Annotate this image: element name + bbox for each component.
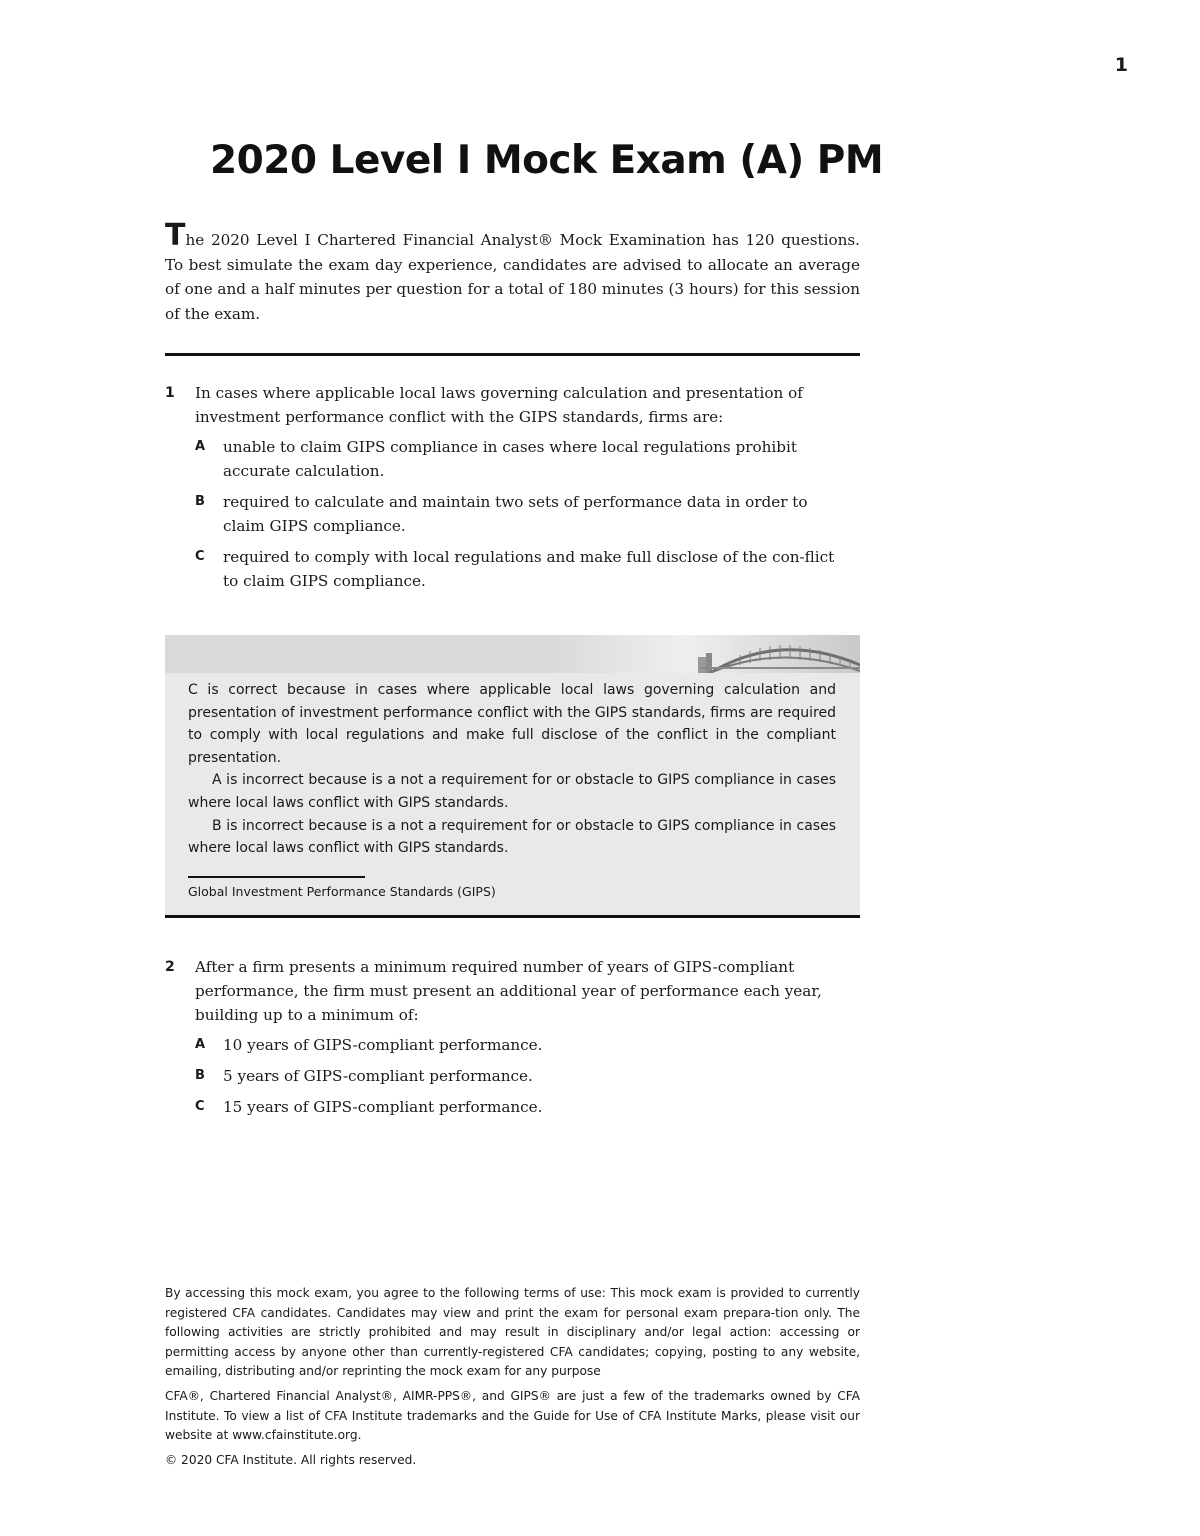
terms-of-use: By accessing this mock exam, you agree to the following terms of use: This mock exam is provided to currently registered CFA candidates. Candidates may view and print the exam for personal exam prepara-tion only. The following activities are strictly prohibited and may result in disciplinary and/or legal action: accessing or permitting access by anyone other than currently-registered CFA candidates; copying, posting to any website, emailing, distributing and/or reprinting the mock exam for any purpose	[165, 1286, 860, 1379]
option-c	[195, 1095, 860, 1119]
answer-paragraph: C is correct because in cases where applicable local laws governing calculation and presentation of investment performance conflict with the GIPS standards, firms are required to comply with local regulations and make full disclose of the conflict in the compliant presentation.	[188, 682, 836, 766]
option-a	[195, 1033, 860, 1057]
option-b	[195, 490, 860, 538]
trademark-notice: CFA®, Chartered Financial Analyst®, AIMR-PPS®, and GIPS® are just a few of the trademarks owned by CFA Institute. To view a list of CFA Institute trademarks and the Guide for Use of CFA Institute Marks, please visit our website at www.cfainstitute.org.	[165, 1388, 860, 1443]
option-letter: A	[195, 1037, 206, 1052]
option-text: unable to claim GIPS compliance in cases where local regulations prohibit accurate calculation.	[223, 438, 797, 480]
option-b	[195, 1064, 860, 1088]
question-stem: After a firm presents a minimum required number of years of GIPS-compliant performance, the firm must present an additional year of performance each year, building up to a minimum of:	[195, 958, 822, 1024]
option-c	[195, 545, 860, 593]
option-text: 5 years of GIPS-compliant performance.	[223, 1067, 533, 1085]
page-number: 1	[1114, 54, 1128, 76]
option-text: 15 years of GIPS-compliant performance.	[223, 1098, 543, 1116]
answer-banner	[165, 635, 860, 673]
intro-paragraph	[165, 218, 860, 326]
reference-divider	[188, 876, 365, 878]
copyright: © 2020 CFA Institute. All rights reserved.	[165, 1452, 417, 1467]
option-letter: B	[195, 494, 205, 509]
option-text: required to calculate and maintain two sets of performance data in order to claim GIPS compliance.	[223, 493, 808, 535]
option-a	[195, 435, 860, 483]
answer-paragraph: A is incorrect because is a not a requirement for or obstacle to GIPS compliance in cases where local laws conflict with GIPS standards.	[188, 772, 836, 811]
answer-explanation-text	[188, 679, 836, 860]
answer-options	[195, 1033, 860, 1119]
option-letter: A	[195, 439, 206, 454]
section-divider	[165, 353, 860, 356]
question-number: 2	[165, 959, 175, 975]
answer-options	[195, 435, 860, 593]
intro-text: he 2020 Level I Chartered Financial Analyst® Mock Examination has 120 questions. To best simulate the exam day experience, candidates are advised to allocate an average of one and a half minutes per question for a total of 180 minutes (3 hours) for this session of the exam.	[165, 231, 860, 323]
option-text: 10 years of GIPS-compliant performance.	[223, 1036, 543, 1054]
intro-drop-cap: T	[165, 218, 186, 253]
question-stem: In cases where applicable local laws governing calculation and presentation of investment performance conflict with the GIPS standards, firms are:	[195, 384, 803, 426]
question-1	[165, 381, 860, 600]
answer-explanation-box	[165, 635, 860, 915]
question-number: 1	[165, 385, 175, 401]
reference-text: Global Investment Performance Standards (GIPS)	[188, 884, 496, 899]
option-letter: B	[195, 1068, 205, 1083]
option-text: required to comply with local regulations and make full disclose of the con-flict to claim GIPS compliance.	[223, 548, 835, 590]
bridge-illustration-icon	[670, 635, 860, 673]
legal-footer	[165, 1284, 860, 1475]
answer-paragraph: B is incorrect because is a not a requirement for or obstacle to GIPS compliance in cases where local laws conflict with GIPS standards.	[188, 817, 836, 857]
page-title: 2020 Level I Mock Exam (A) PM	[210, 138, 884, 183]
option-letter: C	[195, 549, 205, 564]
section-divider	[165, 915, 860, 918]
question-2	[165, 955, 860, 1126]
option-letter: C	[195, 1099, 205, 1114]
